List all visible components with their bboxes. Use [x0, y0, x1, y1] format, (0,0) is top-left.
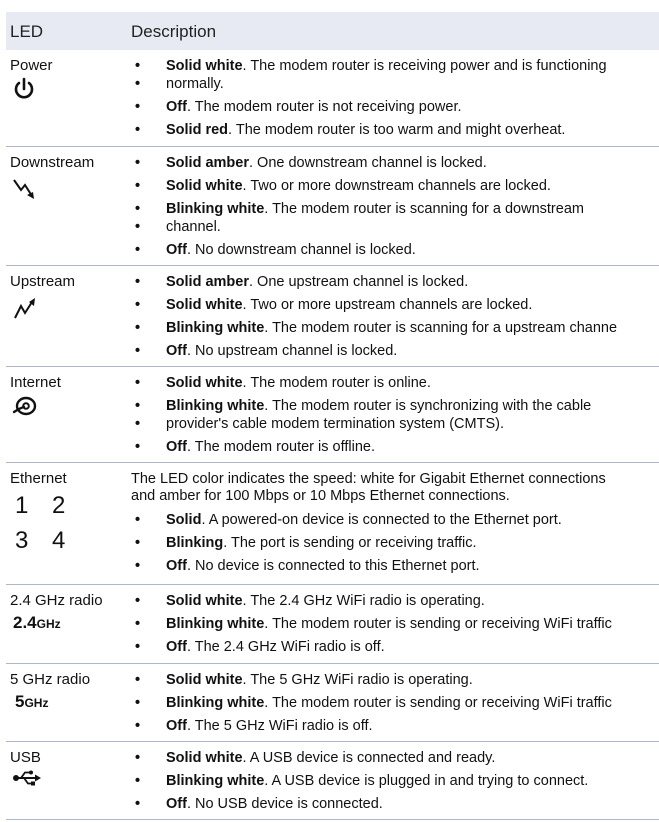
list-item: • Solid amber. One downstream channel is locked. — [131, 154, 659, 172]
row-description — [131, 374, 659, 456]
list-item: • Off. The 2.4 GHz WiFi radio is off. — [131, 638, 659, 656]
led-name: Ethernet — [10, 470, 67, 487]
led-name: Upstream — [10, 273, 76, 290]
list-item: • Off. No downstream channel is locked. — [131, 241, 659, 259]
table-row-internet — [6, 367, 659, 463]
list-item: • Solid white. Two or more upstream channels are locked. — [131, 296, 659, 314]
row-description — [131, 592, 659, 656]
list-item-continuation: • normally. — [131, 75, 659, 93]
list-item: • Solid amber. One upstream channel is locked. — [131, 273, 659, 291]
list-item: • Blinking white. The modem router is synchronizing with the cable — [131, 397, 659, 415]
led-table — [6, 12, 659, 820]
list-item: • Blinking white. The modem router is scanning for a upstream channe — [131, 319, 659, 337]
led-name: USB — [10, 749, 41, 766]
ghz-label: 2.4GHz — [13, 613, 61, 632]
list-item: • Solid white. The 5 GHz WiFi radio is operating. — [131, 671, 659, 689]
table-row-downstream — [6, 147, 659, 266]
list-item: • Solid white. The 2.4 GHz WiFi radio is operating. — [131, 592, 659, 610]
row-description — [131, 154, 659, 259]
ethernet-port-4-label: 4 — [52, 527, 66, 554]
list-item: • Blinking white. The modem router is scanning for a downstream — [131, 200, 659, 218]
header-led: LED — [10, 22, 44, 41]
row-description — [131, 273, 659, 360]
table-row-ethernet — [6, 463, 659, 585]
led-name: 2.4 GHz radio — [10, 592, 103, 609]
intro-text: and amber for 100 Mbps or 10 Mbps Ethernet connections. — [131, 488, 510, 504]
list-item: • Solid red. The modem router is too warm and might overheat. — [131, 121, 659, 139]
usb-icon — [12, 770, 42, 790]
list-item-continuation: • channel. — [131, 218, 659, 236]
row-description — [131, 471, 659, 575]
table-row-2-4ghz — [6, 585, 659, 664]
upstream-icon — [12, 296, 38, 326]
list-item-continuation: • provider's cable modem termination system (CMTS). — [131, 415, 659, 433]
list-item: • Solid white. A USB device is connected and ready. — [131, 749, 659, 767]
list-item: • Off. No upstream channel is locked. — [131, 342, 659, 360]
table-row-usb — [6, 742, 659, 820]
list-item: • Blinking white. A USB device is plugged in and trying to connect. — [131, 772, 659, 790]
list-item: • Off. No USB device is connected. — [131, 795, 659, 813]
list-item: • Solid. A powered-on device is connected to the Ethernet port. — [131, 511, 659, 529]
list-item: • Off. The modem router is offline. — [131, 438, 659, 456]
led-name: Downstream — [10, 154, 95, 171]
table-row-upstream — [6, 266, 659, 367]
table-header — [6, 12, 659, 50]
ethernet-port-3-label: 3 — [15, 527, 29, 554]
list-item: • Blinking white. The modem router is sending or receiving WiFi traffic — [131, 694, 659, 712]
ghz-label: 5GHz — [15, 692, 49, 711]
list-item: • Off. The 5 GHz WiFi radio is off. — [131, 717, 659, 735]
led-name: 5 GHz radio — [10, 671, 91, 688]
list-item: • Off. The modem router is not receiving power. — [131, 98, 659, 116]
row-description — [131, 749, 659, 813]
intro-text: The LED color indicates the speed: white for Gigabit Ethernet connections — [131, 471, 606, 487]
table-row-5ghz — [6, 664, 659, 742]
row-description — [131, 57, 659, 139]
header-description: Description — [131, 22, 217, 41]
table-row-power — [6, 50, 659, 147]
ethernet-port-2-label: 2 — [52, 492, 66, 519]
ethernet-port-1-label: 1 — [15, 492, 29, 519]
list-item: • Blinking. The port is sending or receiving traffic. — [131, 534, 659, 552]
power-icon — [12, 77, 36, 105]
list-item: • Solid white. Two or more downstream channels are locked. — [131, 177, 659, 195]
led-name: Internet — [10, 374, 61, 391]
list-item: • Blinking white. The modem router is sending or receiving WiFi traffic — [131, 615, 659, 633]
list-item: • Solid white. The modem router is receiving power and is functioning — [131, 57, 659, 75]
list-item: • Solid white. The modem router is online. — [131, 374, 659, 392]
internet-icon — [12, 395, 38, 421]
downstream-icon — [12, 177, 38, 205]
list-item: • Off. No device is connected to this Ethernet port. — [131, 557, 659, 575]
led-name: Power — [10, 57, 53, 74]
row-description — [131, 671, 659, 735]
